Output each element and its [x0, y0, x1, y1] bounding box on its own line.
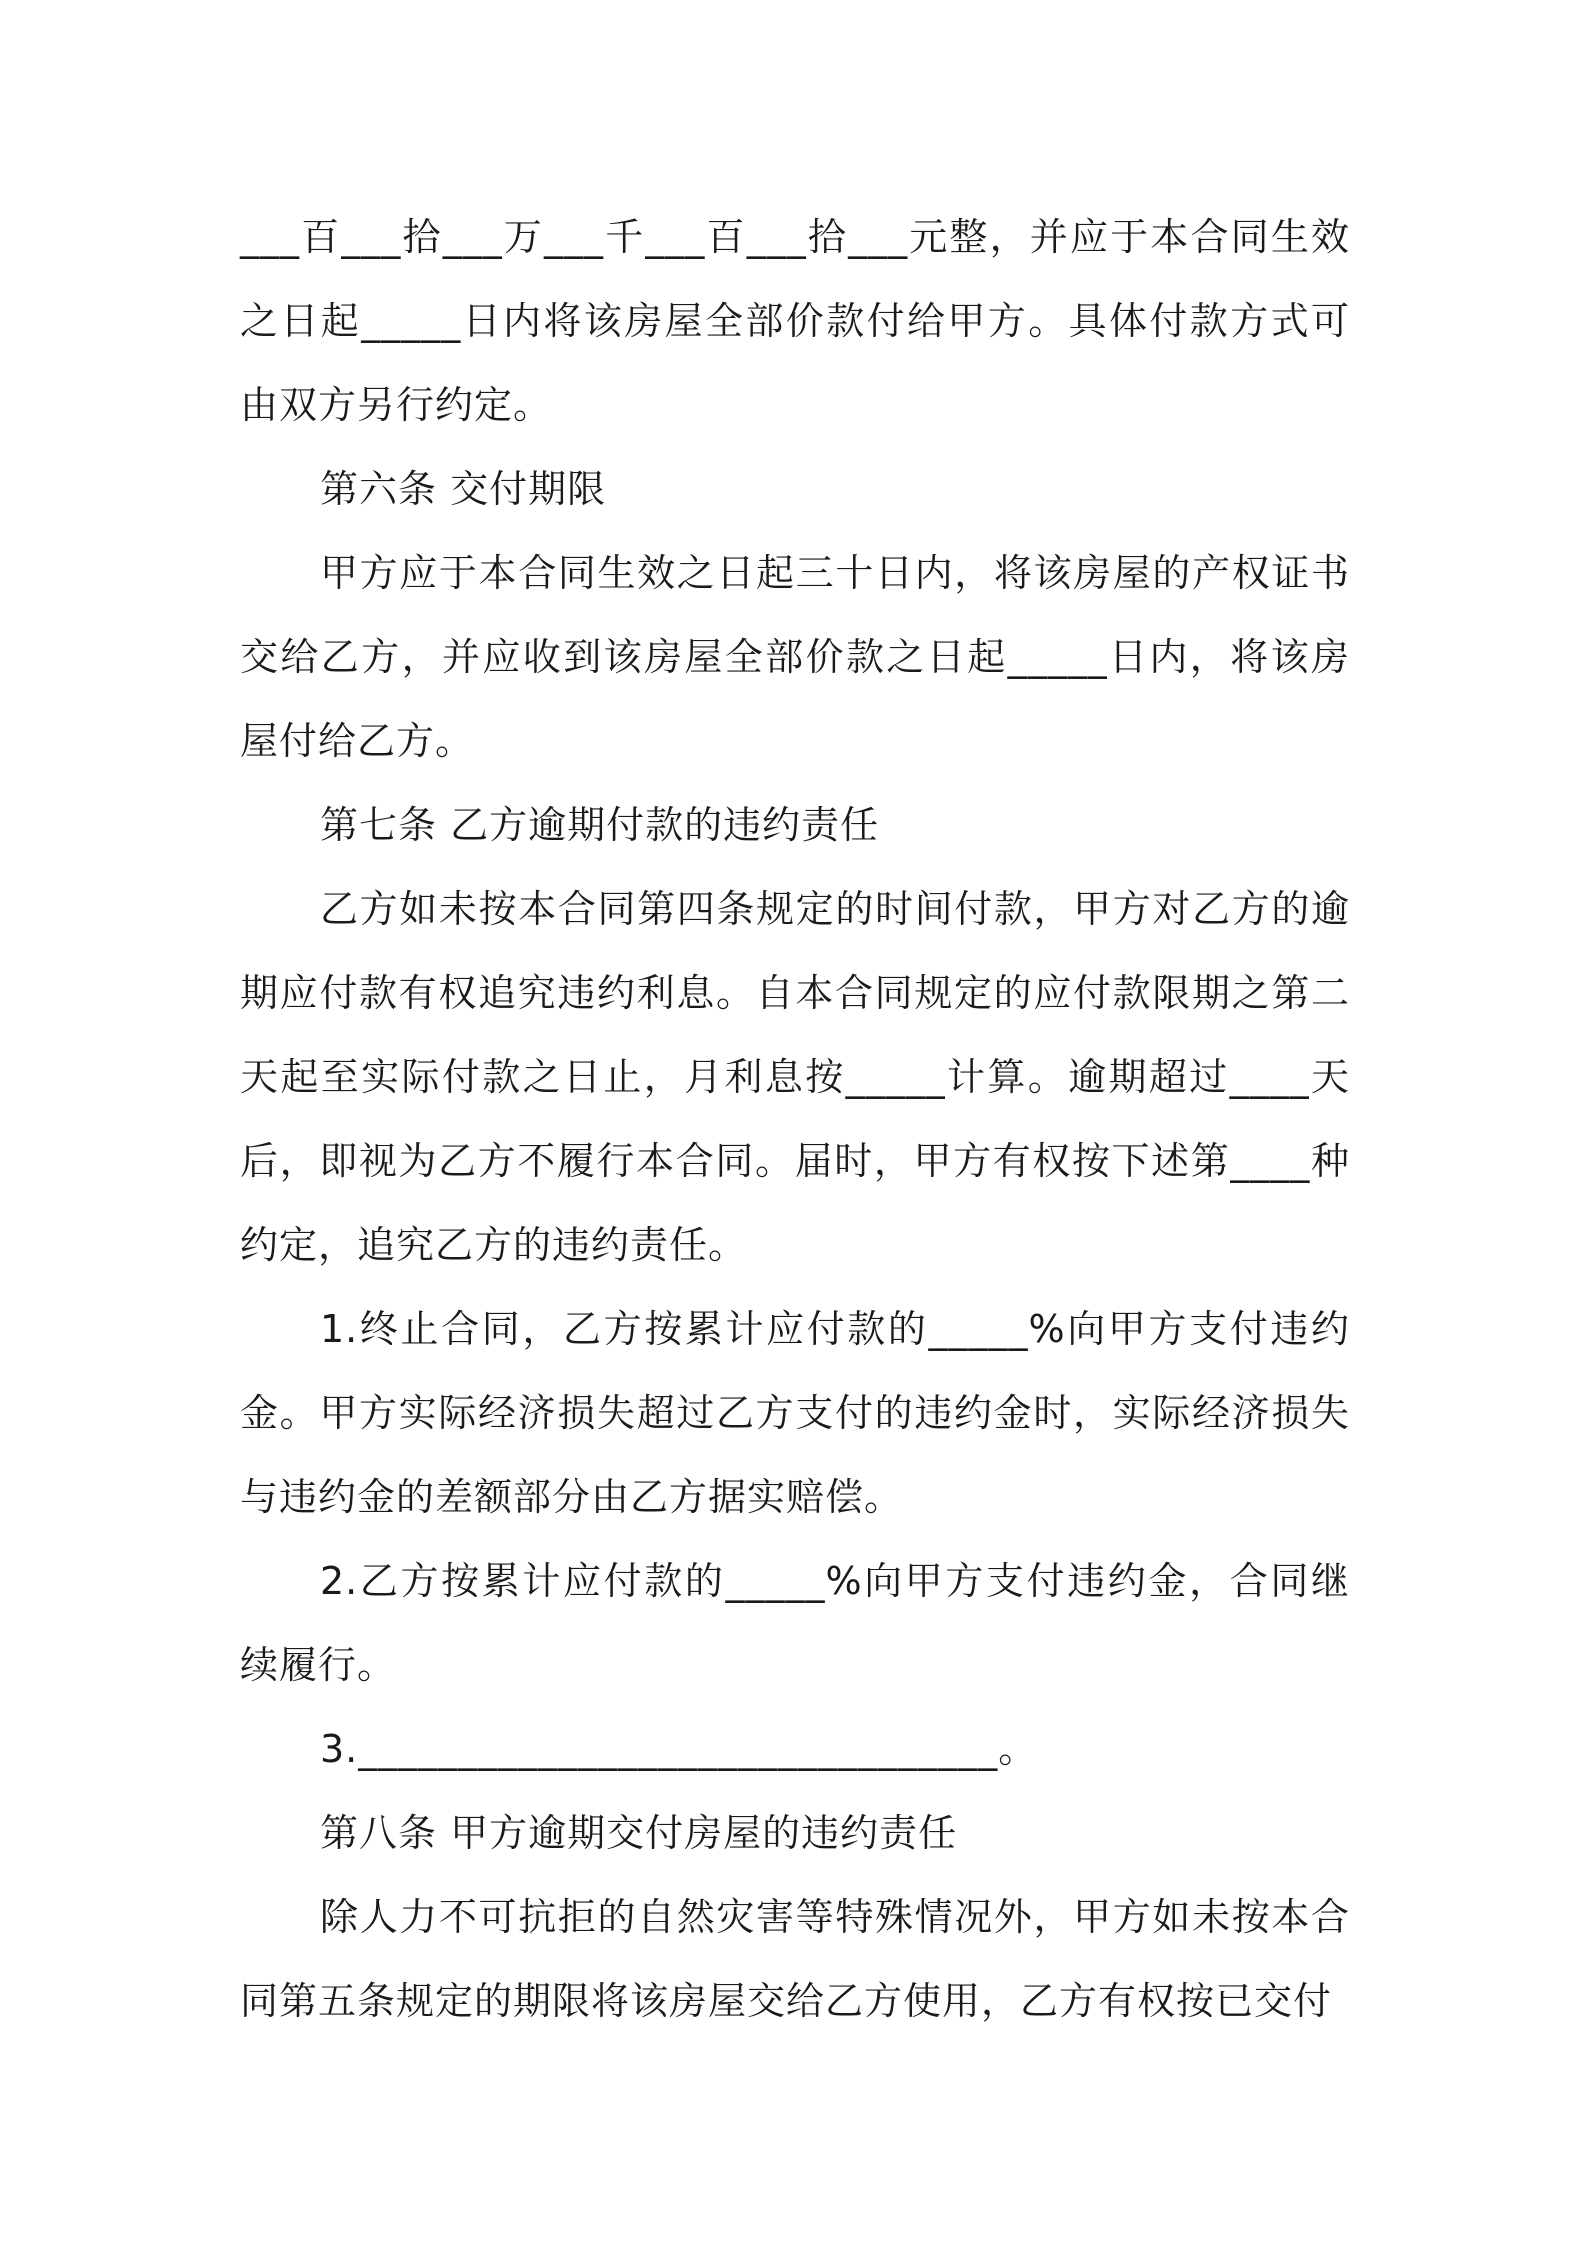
paragraph-option-2: 2.乙方按累计应付款的_____%向甲方支付违约金，合同继续履行。 [240, 1559, 1350, 1687]
heading-article-6: 第六条 交付期限 [320, 467, 607, 511]
paragraph-option-1: 1.终止合同，乙方按累计应付款的_____%向甲方支付违约金。甲方实际经济损失超过乙方支付的违约金时，实际经济损失与违约金的差额部分由乙方据实赔偿。 [240, 1307, 1350, 1519]
paragraph-payment-terms: ___百___拾___万___千___百___拾___元整，并应于本合同生效之日起_____日内将该房屋全部价款付给甲方。具体付款方式可由双方另行约定。 [240, 215, 1350, 427]
paragraph-delivery-deadline: 甲方应于本合同生效之日起三十日内，将该房屋的产权证书交给乙方，并应收到该房屋全部价款之日起_____日内，将该房屋付给乙方。 [240, 551, 1350, 763]
paragraph-late-delivery: 除人力不可抗拒的自然灾害等特殊情况外，甲方如未按本合同第五条规定的期限将该房屋交给乙方使用，乙方有权按已交付 [240, 1895, 1350, 2023]
paragraph-option-3: 3.________________________________。 [320, 1727, 1038, 1771]
document-body [240, 195, 1350, 2043]
heading-article-8: 第八条 甲方逾期交付房屋的违约责任 [320, 1811, 958, 1855]
paragraph-late-payment: 乙方如未按本合同第四条规定的时间付款，甲方对乙方的逾期应付款有权追究违约利息。自本合同规定的应付款限期之第二天起至实际付款之日止，月利息按_____计算。逾期超过____天后，即视为乙方不履行本合同。届时，甲方有权按下述第____种约定，追究乙方的违约责任。 [240, 887, 1350, 1267]
heading-article-7: 第七条 乙方逾期付款的违约责任 [320, 803, 880, 847]
